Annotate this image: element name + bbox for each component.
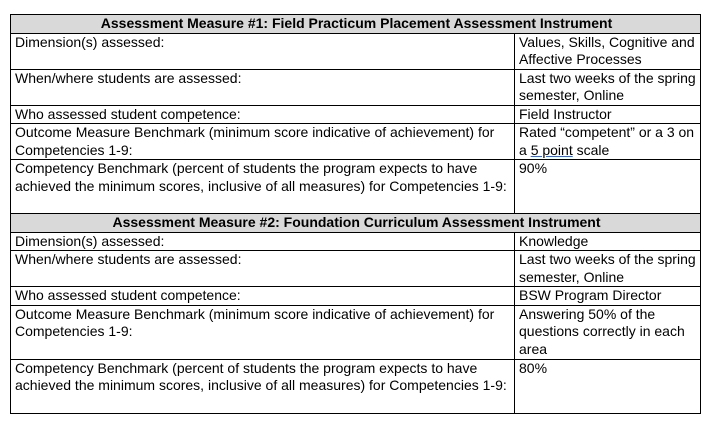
table-row [11,251,701,287]
row-value [515,124,701,160]
section-header-row [11,15,701,34]
table-row [11,305,701,359]
row-label: Outcome Measure Benchmark (minimum score indicative of achievement) for Competencies 1-9: [11,124,515,160]
underlined-text: 5 point [530,141,573,158]
section-heading-measure-1: Assessment Measure #1: Field Practicum Placement Assessment Instrument [11,15,701,34]
row-value: 80% [515,359,701,413]
row-label: Outcome Measure Benchmark (minimum score indicative of achievement) for Competencies 1-9: [11,305,515,359]
row-value: BSW Program Director [515,287,701,306]
table-row [11,232,701,251]
row-label: Dimension(s) assessed: [11,33,515,69]
table-row [11,359,701,413]
row-label: Dimension(s) assessed: [11,232,515,251]
row-label: When/where students are assessed: [11,69,515,105]
table-row [11,33,701,69]
table-row [11,287,701,306]
value-text: scale [572,141,610,158]
row-value: 90% [515,160,701,214]
row-value: Knowledge [515,232,701,251]
table-row [11,105,701,124]
table-row [11,69,701,105]
row-value: Field Instructor [515,105,701,124]
section-heading-measure-2: Assessment Measure #2: Foundation Curriculum Assessment Instrument [11,214,701,233]
table-row [11,124,701,160]
row-label: Who assessed student competence: [11,287,515,306]
row-label: Competency Benchmark (percent of students the program expects to have achieved the minimum scores, inclusive of all measures) for Competencies 1-9: [11,359,515,413]
row-label: Competency Benchmark (percent of students the program expects to have achieved the minimum scores, inclusive of all measures) for Competencies 1-9: [11,160,515,214]
row-label: When/where students are assessed: [11,251,515,287]
row-value: Last two weeks of the spring semester, Online [515,251,701,287]
table-row [11,160,701,214]
row-label: Who assessed student competence: [11,105,515,124]
row-value: Answering 50% of the questions correctly in each area [515,305,701,359]
row-value: Last two weeks of the spring semester, Online [515,69,701,105]
section-header-row [11,214,701,233]
assessment-table [10,14,701,414]
row-value: Values, Skills, Cognitive and Affective Processes [515,33,701,69]
value-text: Rated “competent” or a 3 on a [519,124,695,158]
